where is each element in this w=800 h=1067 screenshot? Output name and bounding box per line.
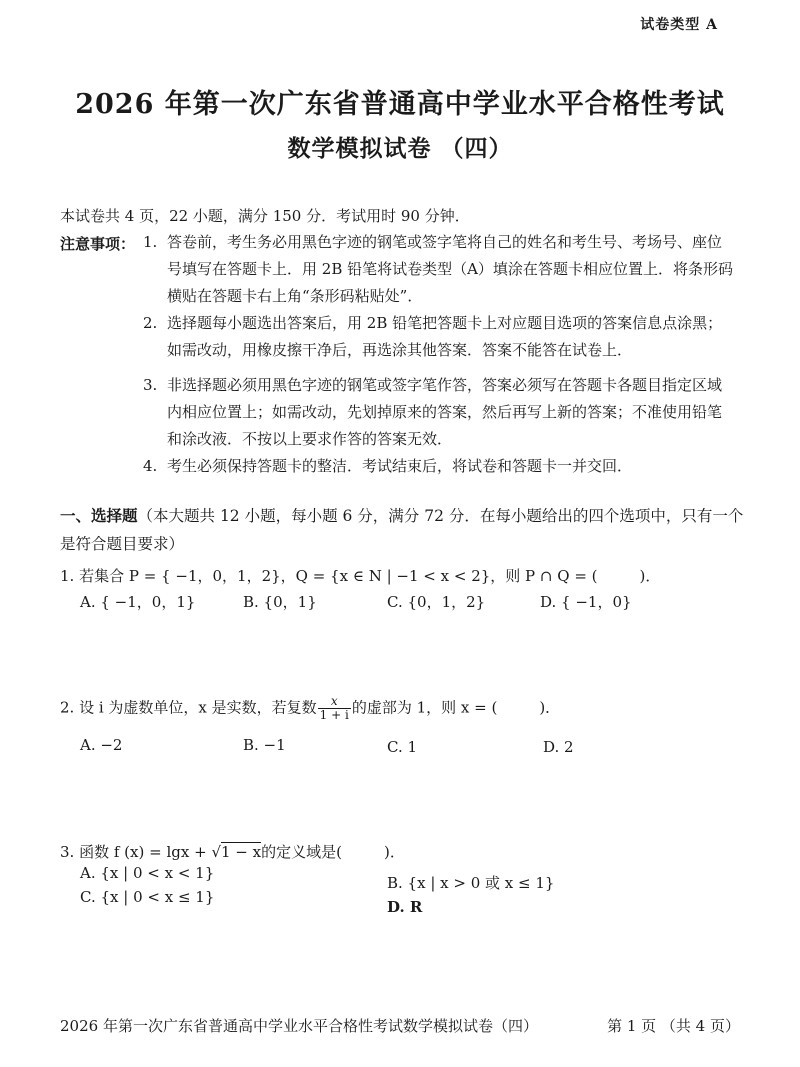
exam-subtitle: 数学模拟试卷 （四）	[287, 135, 513, 162]
notice-label: 注意事项：	[60, 235, 136, 253]
q3-option-d: D. R	[387, 898, 423, 916]
exam-intro: 本试卷共 4 页，22 小题，满分 150 分．考试用时 90 分钟．	[60, 207, 470, 225]
notice-item	[143, 372, 733, 453]
question-3-stem	[60, 841, 405, 862]
sqrt-sign: √	[211, 843, 221, 861]
notice-text: 答卷前，考生务必用黑色字迹的钢笔或签字笔将自己的姓名和考生号、考场号、座位号填写在答题卡上．用 2B 铅笔将试卷类型（A）填涂在答题卡相应位置上．将条形码横贴在答题卡右上角“条形码粘贴处”．	[167, 233, 733, 305]
q1-option-c: C. {0，1，2}	[387, 593, 486, 611]
notice-number: 4.	[143, 457, 158, 475]
question-close: )．	[539, 698, 561, 717]
q1-option-b: B. {0，1}	[243, 593, 317, 611]
page-number: 第 1 页 （共 4 页）	[607, 1017, 740, 1035]
notice-item	[143, 310, 733, 364]
notice-item	[143, 453, 733, 480]
q2-option-a: A. −2	[80, 736, 123, 754]
section-heading: 一、选择题	[60, 506, 138, 525]
q3-option-c: C. {x | 0 < x ≤ 1}	[80, 888, 215, 906]
section-description: （本大题共 12 小题，每小题 6 分，满分 72 分．在每小题给出的四个选项中，只有一个是符合题目要求）	[60, 507, 744, 553]
notice-number: 1.	[143, 233, 158, 251]
notice-item	[143, 229, 733, 310]
fraction	[318, 695, 351, 722]
question-text: 的虚部为 1，则 x = (	[351, 698, 498, 717]
q3-option-b: B. {x | x > 0 或 x ≤ 1}	[387, 874, 555, 892]
question-close: )．	[383, 843, 405, 861]
sqrt-body: 1 − x	[221, 843, 262, 861]
notice-number: 3.	[143, 376, 158, 394]
footer-title: 2026 年第一次广东省普通高中学业水平合格性考试数学模拟试卷（四）	[60, 1017, 538, 1035]
question-text: 若集合 P = { −1，0，1，2}，Q = {x ∈ N | −1 < x < 2}，则 P ∩ Q = (	[79, 567, 598, 585]
question-2-stem	[60, 695, 560, 722]
question-number: 2.	[60, 698, 75, 717]
question-number: 1.	[60, 567, 75, 585]
q1-option-a: A. { −1，0，1}	[80, 593, 196, 611]
q2-option-b: B. −1	[243, 736, 286, 754]
paper-type-label: 试卷类型 A	[640, 17, 718, 33]
question-1-stem	[60, 565, 660, 586]
question-text: 的定义域是(	[261, 843, 342, 861]
question-number: 3.	[60, 843, 75, 861]
q1-option-d: D. { −1，0}	[540, 593, 632, 611]
q2-option-c: C. 1	[387, 738, 418, 756]
section-header	[60, 502, 750, 558]
fraction-numerator: x	[318, 695, 351, 709]
q3-option-a: A. {x | 0 < x < 1}	[80, 864, 215, 882]
question-close: )．	[639, 567, 661, 585]
q2-option-d: D. 2	[543, 738, 574, 756]
page-footer	[60, 1015, 740, 1036]
notice-text: 考生必须保持答题卡的整洁．考试结束后，将试卷和答题卡一并交回．	[167, 457, 633, 475]
notice-number: 2.	[143, 314, 158, 332]
question-text: 设 i 为虚数单位，x 是实数，若复数	[79, 698, 317, 717]
exam-title: 2026 年第一次广东省普通高中学业水平合格性考试	[75, 89, 725, 120]
notice-text: 选择题每小题选出答案后，用 2B 铅笔把答题卡上对应题目选项的答案信息点涂黑；如需改动，用橡皮擦干净后，再选涂其他答案．答案不能答在试卷上．	[167, 314, 723, 359]
fraction-denominator: 1 + i	[319, 708, 349, 722]
question-text: 函数 f (x) = lgx +	[79, 843, 207, 861]
notice-text: 非选择题必须用黑色字迹的钢笔或签字笔作答，答案必须写在答题卡各题目指定区域内相应位置上；如需改动，先划掉原来的答案，然后再写上新的答案；不准使用铅笔和涂改液．不按以上要求作答的答案无效．	[167, 376, 723, 448]
